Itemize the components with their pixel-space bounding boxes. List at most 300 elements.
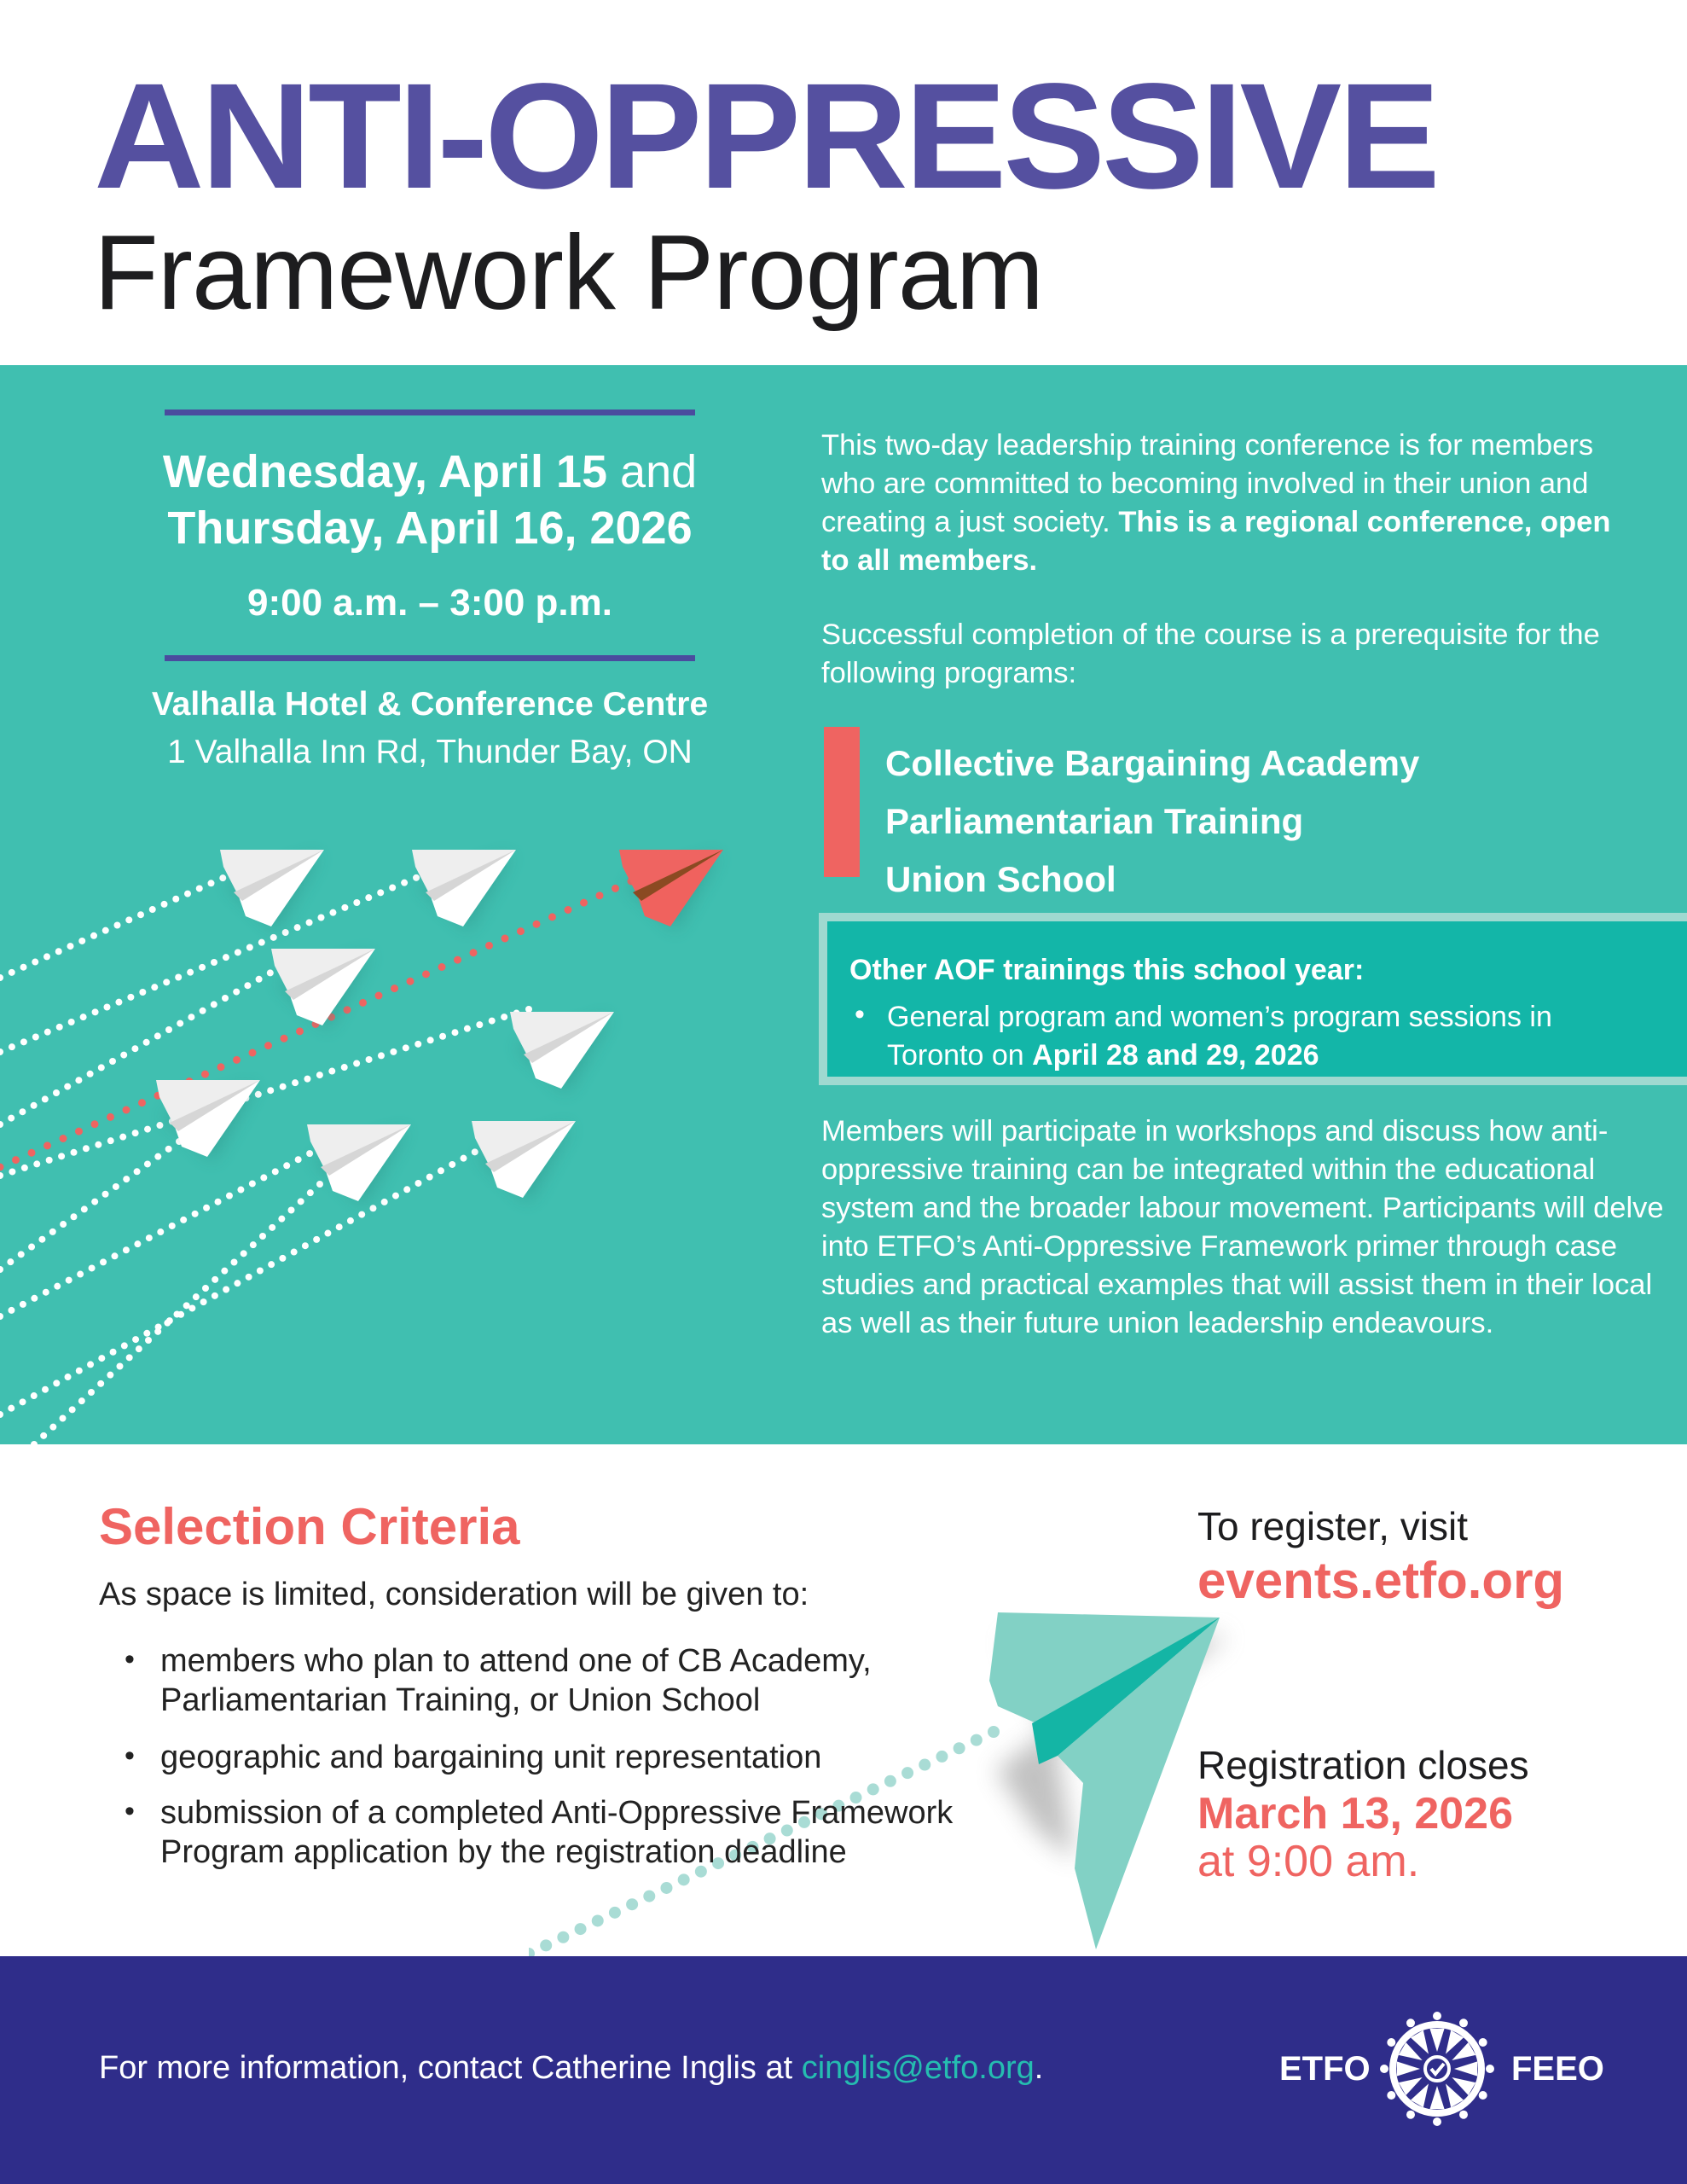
trail-dot [389,885,396,892]
trail-dot [353,899,360,906]
trail-dot [0,974,3,981]
trail-dot [33,1160,40,1167]
trail-dot [341,904,348,911]
trail-dot [267,1087,274,1094]
trail-dot [169,1223,176,1229]
white-paper-plane [510,1012,614,1093]
trail-dot [575,1923,587,1935]
trail-dot [20,1398,26,1405]
trail-dot [259,1233,266,1240]
trail-dot [202,1285,209,1292]
trail-dot [626,1898,638,1910]
trail-dot [20,964,27,971]
trail-dot [28,1244,35,1251]
trail-dot [592,1914,604,1926]
trail-dot [403,1186,410,1193]
trail-dot [9,1043,15,1050]
trail-dot [38,1236,45,1243]
page-subtitle: Framework Program [94,214,1043,332]
trail-dot [8,1307,14,1314]
trail-dot [78,1397,85,1404]
trail-dot [55,948,62,955]
trail-dot [76,1368,83,1374]
trail-dot [8,1115,14,1122]
trail-dot [120,1052,127,1059]
trail-dot [221,1268,228,1275]
trail-dot [8,1405,14,1412]
trail-dot [143,1330,150,1337]
trail-dot [144,1126,151,1133]
trail-dot [278,1216,285,1223]
trail-dot [267,969,274,976]
prerequisite-paragraph: Successful completion of the course is a prerequisite for the following programs: [821,619,1600,689]
trail-dot [98,1355,105,1362]
trail-dot [126,1354,133,1361]
trail-dot [107,1137,114,1144]
trail-dot [306,919,313,926]
trail-dot [0,1266,3,1273]
trail-dot [119,1134,126,1141]
trail-dot [53,1380,60,1386]
trail-dot [188,1014,194,1020]
bullet-icon: • [125,1740,135,1772]
divider-top [165,410,695,415]
trail-dot [391,985,398,992]
trail-dot [250,1241,257,1248]
trail-dot [97,1380,104,1387]
trail-dot [0,1121,3,1128]
divider-bottom [165,655,695,661]
trail-dot [548,913,556,921]
trail-dot [70,1213,77,1220]
trail-dot [438,963,446,971]
trail-dot [280,1083,287,1090]
page-title: ANTI-OPPRESSIVE [94,53,1437,220]
trail-dot [390,1048,397,1055]
trail-dot [42,1095,49,1102]
trail-dot [223,1286,229,1292]
trail-dot [180,1217,187,1223]
trail-dot [69,1406,76,1413]
trail-dot [359,999,367,1007]
trail-dot [9,969,15,976]
trail-dot [427,1037,434,1043]
criteria-item: geographic and bargaining unit representation [160,1740,822,1775]
trail-dot [318,915,325,921]
trail-dot [200,1008,206,1014]
etfo-logo [1279,2009,1603,2129]
trail-dot [56,1024,63,1031]
trail-dot [18,1251,25,1258]
white-paper-plane [412,850,516,931]
register-link[interactable]: events.etfo.org [1197,1552,1565,1609]
trail-dot [64,1083,71,1090]
trail-dot [235,949,241,956]
trail-dot [91,1199,98,1205]
logo-text-etfo: ETFO [1279,2050,1371,2088]
trail-dot [269,1224,275,1231]
trail-dot [316,1181,323,1188]
trail-dot [377,889,384,896]
trail-dot [89,1264,96,1271]
trail-dot [257,1268,264,1275]
event-address: 1 Valhalla Inn Rd, Thunder Bay, ON [167,734,693,770]
trail-dot [49,1424,56,1431]
trail-dot [279,1255,286,1262]
trail-dot [91,1120,99,1128]
trail-dot [144,1160,151,1167]
trail-dot [95,1141,101,1148]
trail-dot [154,1032,161,1039]
trail-dot [489,1018,496,1025]
trail-dot [296,1027,304,1035]
trail-dot [113,1183,119,1190]
trail-dot [533,921,541,928]
event-time: 9:00 a.m. – 3:00 p.m. [247,582,612,624]
program-item: Collective Bargaining Academy [885,743,1420,783]
trail-dot [565,906,572,914]
trail-dot [199,964,206,971]
other-trainings-item-date: April 28 and 29, 2026 [1032,1039,1319,1072]
selection-criteria-heading: Selection Criteria [99,1498,520,1555]
trail-dot [127,994,134,1001]
bullet-icon: • [125,1795,135,1827]
trail-dot [196,885,203,892]
trail-dot [68,1019,75,1025]
trail-dot [283,1162,290,1169]
bullet-icon: • [125,1643,135,1676]
trail-dot [172,896,179,903]
trail-dot [365,894,372,901]
trail-dot [138,1099,146,1107]
trail-dot [54,1283,61,1290]
trail-dot [187,969,194,976]
white-paper-plane [271,949,375,1030]
trail-dot [123,1246,130,1253]
trail-dot [292,1079,299,1086]
trail-dot [328,1068,335,1075]
trail-dot [231,1259,238,1266]
trail-dot [366,1056,373,1063]
trail-dot [83,1145,90,1152]
trail-dot [660,1882,672,1894]
trail-dot [540,1939,552,1951]
trail-dot [422,970,430,978]
trail-dot [329,909,336,916]
trail-dot [415,1041,421,1048]
trail-dot [53,1089,60,1096]
trail-dot [102,927,109,934]
trail-dot [98,1064,105,1071]
trail-dot [258,939,265,946]
trail-dot [298,1198,304,1205]
trail-dot [177,1020,183,1027]
bullet-icon: • [855,998,865,1031]
wheel-emblem-icon [1377,2009,1497,2129]
trail-dot [67,943,74,950]
trail-dot [43,953,50,960]
trail-dot [264,1042,272,1049]
trail-dot [223,954,229,961]
trail-dot [295,1156,302,1163]
trail-dot [212,1276,218,1283]
trail-dot [78,938,85,944]
trail-dot [270,934,277,941]
trail-dot [211,959,217,966]
trail-dot [249,1180,256,1187]
trail-dot [44,1029,51,1036]
trail-dot [517,927,525,935]
trail-dot [988,1726,1000,1738]
trail-dot [146,1234,153,1241]
trail-dot [347,1217,354,1224]
trail-dot [7,1258,14,1265]
trail-dot [438,1167,444,1174]
trail-dot [451,1029,458,1036]
trail-dot [193,1293,200,1300]
contact-info [99,2050,1043,2087]
register-lead: To register, visit [1197,1504,1468,1548]
trail-dot [381,1199,388,1205]
trail-dot [201,1071,209,1078]
trail-dot [203,1205,210,1211]
trail-dot [268,1261,275,1268]
trail-dot [131,1045,138,1052]
trail-dot [123,1107,130,1114]
trail-dot [151,984,158,990]
trail-dot [291,1249,298,1256]
trail-dot [464,1025,471,1032]
trail-dot [237,1187,244,1194]
registration-close-date: March 13, 2026 [1197,1789,1514,1838]
trail-dot [415,1180,421,1187]
trail-dot [9,1168,15,1175]
other-trainings-item [887,998,1655,1075]
trail-dot [307,1189,314,1196]
trail-dot [0,1313,3,1320]
trail-dot [58,1153,65,1159]
trail-dot [233,989,240,996]
trail-dot [32,1034,39,1041]
programs-accent-bar [824,727,860,877]
event-info-band [0,365,1687,1444]
trail-dot [31,1441,38,1444]
trail-dot [643,1891,655,1902]
trail-dot [413,874,420,881]
trail-dot [20,1301,26,1308]
trail-dot [156,1122,163,1129]
trail-dot [87,1361,94,1368]
trail-dot [222,995,229,1002]
trail-dot [403,1044,409,1051]
trail-dot [341,1064,348,1071]
trail-dot [31,1295,38,1302]
trail-dot [117,1363,124,1370]
trail-dot [165,1146,172,1153]
trail-dot [164,1320,171,1327]
event-venue: Valhalla Hotel & Conference Centre [151,686,709,723]
trail-dot [375,992,383,1000]
intro-bold: This is a regional conference, open to all members. [821,506,1611,577]
trail-dot [175,974,182,981]
trail-dot [43,1289,49,1296]
trail-dot [154,1328,161,1335]
trail-dot [46,1157,53,1164]
trail-dot [134,1168,141,1175]
trail-dot [132,1336,139,1343]
trail-dot [111,1252,118,1259]
trail-dot [678,1873,690,1885]
intro-paragraph [821,427,1632,580]
trail-dot [401,880,408,886]
trail-dot [281,1035,288,1043]
trail-dot [470,949,478,956]
trail-dot [12,1156,20,1164]
trail-dot [439,1033,446,1040]
logo-text-feeo: FEEO [1511,2050,1604,2088]
trail-dot [211,1001,217,1008]
trail-dot [244,982,251,989]
trail-dot [80,1014,87,1020]
trail-dot [476,1021,483,1028]
other-trainings-item-text: General program and women’s program sessions in Toronto on [887,1001,1552,1072]
trail-dot [241,1250,247,1257]
trail-dot [43,1141,51,1149]
trail-dot [65,1374,72,1380]
trail-dot [378,1052,385,1059]
description-paragraph: Members will participate in workshops and discuss how anti-oppressive training can be integrated within the educational system and the broader labour movement. Participants will delve into ETFO’s Anti-Oppressive Framework primer through case studies and practical examples that will assist them in their local as well as their future union leadership endeavours. [821,1115,1664,1339]
trail-dot [32,959,38,966]
trail-dot [369,1205,376,1211]
intro-text: This two-day leadership training conference is for members who are committed to becoming involved in their union and creating a just society. [821,429,1594,538]
trail-dot [246,944,253,951]
trail-dot [344,1006,351,1014]
trail-dot [407,978,415,985]
footer [0,1956,1687,2184]
trail-dot [42,1386,49,1393]
trail-dot [104,1004,111,1011]
trail-dot [525,1006,532,1013]
trail-dot [154,1153,161,1160]
trail-dot [19,1108,26,1115]
trail-dot [316,1072,323,1078]
contact-email-link[interactable]: cinglis@etfo.org [801,2050,1035,2086]
contact-text: For more information, contact Catherine Inglis at [99,2050,802,2086]
trail-dot [114,922,121,929]
trail-dot [249,1049,257,1057]
trail-dot [501,1014,507,1020]
white-paper-plane [220,850,324,931]
registration-closes-lead: Registration closes [1197,1743,1529,1787]
trail-dot [21,1165,28,1171]
program-item: Parliamentarian Training [885,801,1304,841]
trail-dot [60,1415,67,1422]
trail-dot [75,1077,82,1083]
trail-dot [77,1271,84,1278]
trail-dot [0,1411,3,1418]
trail-dot [174,1311,181,1318]
trail-dot [260,1174,267,1181]
trail-dot [66,1277,72,1284]
trail-dot [163,979,170,985]
trail-dot [143,1039,150,1046]
red-paper-plane [619,850,723,931]
contact-period: . [1034,2050,1044,2086]
trail-dot [137,911,144,918]
trail-dot [184,891,191,897]
trail-dot [233,1056,241,1064]
trail-dot [580,899,588,907]
other-trainings-box [819,913,1687,1085]
trail-dot [256,976,263,983]
trail-dot [255,1091,262,1098]
trail-dot [123,1176,130,1182]
trail-dot [109,1058,116,1065]
trail-dot [192,1211,199,1217]
trail-dot [449,1161,455,1168]
trail-dot [100,1258,107,1265]
trail-dot [165,1026,172,1033]
trail-dot [472,1148,478,1155]
trail-dot [0,1164,4,1171]
trail-dot [90,932,97,939]
trail-dot [272,1168,279,1175]
trail-dot [75,1128,83,1136]
trail-dot [596,892,604,899]
trail-dot [454,956,461,964]
trail-dot [501,935,509,943]
trail-dot [353,1060,360,1066]
trail-dot [183,1302,190,1309]
trail-dot [234,1280,241,1287]
trail-dot [219,874,226,881]
trail-dot [358,1211,365,1218]
trail-dot [612,885,619,892]
trail-dot [60,1135,67,1142]
trail-dot [313,1236,320,1243]
trail-dot [392,1193,399,1199]
event-date-1: Wednesday, April 15 [162,446,608,497]
trail-dot [282,929,289,936]
selection-criteria-intro: As space is limited, consideration will be given to: [99,1577,809,1612]
trail-dot [110,1349,117,1356]
trail-dot [92,1008,99,1015]
trail-dot [302,1242,309,1249]
trail-dot [28,1149,36,1157]
trail-dot [208,880,215,886]
paper-planes-illustration [0,826,768,1444]
trail-dot [102,1191,109,1198]
trail-dot [336,1223,343,1230]
trail-dot [215,1199,222,1205]
trail-dot [40,1432,47,1439]
trail-dot [134,1240,141,1247]
program-item: Union School [885,859,1116,899]
registration-close-time: at 9:00 am. [1197,1837,1420,1886]
trail-dot [136,1345,142,1352]
trail-dot [226,1193,233,1199]
trail-dot [31,1392,38,1399]
trail-dot [87,1071,94,1077]
trail-dot [88,1389,95,1396]
trail-dot [426,1174,433,1181]
trail-dot [49,1228,56,1235]
trail-dot [121,1342,128,1349]
trail-dot [60,1221,67,1228]
trail-dot [324,1230,331,1237]
event-date-join: and [607,446,698,497]
trail-dot [145,1337,152,1344]
